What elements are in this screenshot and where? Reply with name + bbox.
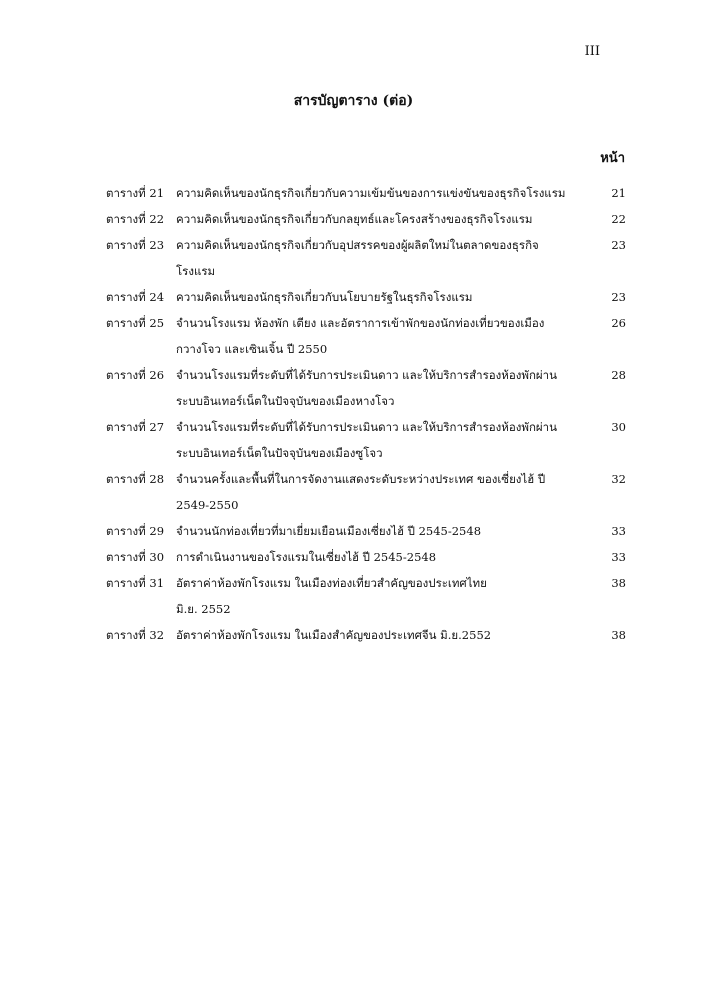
description-line: อัตราค่าห้องพักโรงแรม ในเมืองสำคัญของประเทศจีน มิ.ย.2552 (176, 628, 492, 642)
description-line: ระบบอินเทอร์เน็ตในปัจจุบันของเมืองซูโจว (176, 446, 383, 460)
description-line: จำนวนครั้งและพื้นที่ในการจัดงานแสดงระดับระหว่างประเทศ ของเซี่ยงไฮ้ ปี (176, 472, 546, 486)
page-ref: 28 (611, 368, 626, 382)
description-line: ความคิดเห็นของนักธุรกิจเกี่ยวกับอุปสรรคของผู้ผลิตใหม่ในตลาดของธุรกิจ (176, 238, 539, 252)
table-label: ตารางที่ 24 (106, 290, 165, 304)
table-description (176, 544, 604, 570)
page-ref: 33 (611, 550, 626, 564)
table-description (176, 414, 604, 466)
toc-entry (106, 180, 626, 206)
table-label: ตารางที่ 26 (106, 368, 165, 382)
page-ref: 33 (611, 524, 626, 538)
page-ref: 30 (611, 420, 626, 434)
page-ref: 22 (611, 212, 626, 226)
toc-entry (106, 622, 626, 648)
description-line: จำนวนนักท่องเที่ยวที่มาเยี่ยมเยือนเมืองเซี่ยงไฮ้ ปี 2545-2548 (176, 524, 482, 538)
table-label: ตารางที่ 22 (106, 212, 165, 226)
description-line: 2549-2550 (176, 498, 239, 512)
table-description (176, 310, 604, 362)
description-line: ระบบอินเทอร์เน็ตในปัจจุบันของเมืองหางโจว (176, 394, 395, 408)
page-number: III (584, 44, 600, 59)
page-ref: 23 (611, 238, 626, 252)
table-label: ตารางที่ 25 (106, 316, 165, 330)
toc-entry (106, 232, 626, 284)
description-line: กวางโจว และเซินเจิ้น ปี 2550 (176, 342, 328, 356)
table-description (176, 232, 604, 284)
toc-entry (106, 518, 626, 544)
page-ref: 38 (611, 628, 626, 642)
toc-entry (106, 544, 626, 570)
table-description (176, 362, 604, 414)
description-line: โรงแรม (176, 264, 216, 278)
description-line: จำนวนโรงแรมที่ระดับที่ได้รับการประเมินดาว และให้บริการสำรองห้องพักผ่าน (176, 420, 557, 434)
table-description (176, 206, 604, 232)
table-description (176, 518, 604, 544)
description-line: อัตราค่าห้องพักโรงแรม ในเมืองท่องเที่ยวสำคัญของประเทศไทย (176, 576, 487, 590)
table-label: ตารางที่ 28 (106, 472, 165, 486)
table-label: ตารางที่ 32 (106, 628, 165, 642)
table-label: ตารางที่ 23 (106, 238, 165, 252)
table-description (176, 284, 604, 310)
page-ref: 38 (611, 576, 626, 590)
description-line: มิ.ย. 2552 (176, 602, 231, 616)
table-description (176, 622, 604, 648)
toc-entry (106, 362, 626, 414)
table-label: ตารางที่ 30 (106, 550, 165, 564)
page-ref: 26 (611, 316, 626, 330)
toc-entry (106, 466, 626, 518)
page-ref: 32 (611, 472, 626, 486)
page-column-header: หน้า (600, 151, 625, 166)
toc-entry (106, 284, 626, 310)
description-line: ความคิดเห็นของนักธุรกิจเกี่ยวกับความเข้มข้นของการแข่งขันของธุรกิจโรงแรม (176, 186, 566, 200)
description-line: จำนวนโรงแรม ห้องพัก เตียง และอัตราการเข้าพักของนักท่องเที่ยวของเมือง (176, 316, 545, 330)
table-label: ตารางที่ 31 (106, 576, 165, 590)
toc-entry (106, 206, 626, 232)
toc-entry (106, 414, 626, 466)
table-of-contents (106, 180, 626, 648)
table-description (176, 466, 604, 518)
toc-entry (106, 310, 626, 362)
table-description (176, 180, 604, 206)
description-line: การดำเนินงานของโรงแรมในเซี่ยงไฮ้ ปี 2545-2548 (176, 550, 437, 564)
page-title: สารบัญตาราง (ต่อ) (293, 93, 414, 109)
description-line: จำนวนโรงแรมที่ระดับที่ได้รับการประเมินดาว และให้บริการสำรองห้องพักผ่าน (176, 368, 557, 382)
page-ref: 21 (611, 186, 626, 200)
table-label: ตารางที่ 21 (106, 186, 165, 200)
description-line: ความคิดเห็นของนักธุรกิจเกี่ยวกับกลยุทธ์และโครงสร้างของธุรกิจโรงแรม (176, 212, 533, 226)
table-label: ตารางที่ 27 (106, 420, 165, 434)
table-description (176, 570, 604, 622)
description-line: ความคิดเห็นของนักธุรกิจเกี่ยวกับนโยบายรัฐในธุรกิจโรงแรม (176, 290, 473, 304)
toc-entry (106, 570, 626, 622)
table-label: ตารางที่ 29 (106, 524, 165, 538)
page-ref: 23 (611, 290, 626, 304)
